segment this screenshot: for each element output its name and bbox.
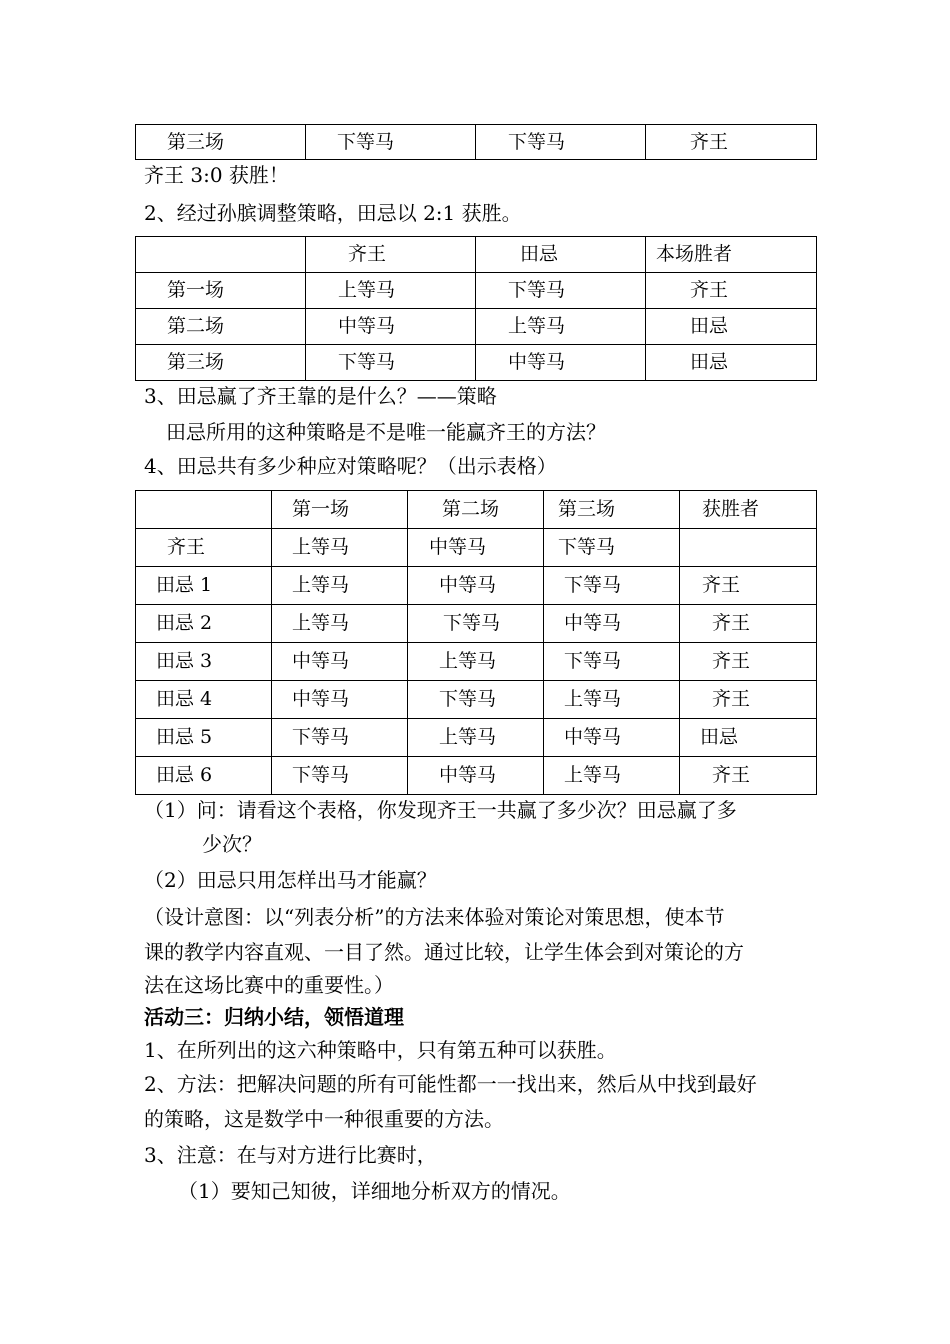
question-1-line-1: （1）问：请看这个表格，你发现齐王一共赢了多少次？田忌赢了多 xyxy=(144,798,737,822)
table-cell: 田忌 xyxy=(646,345,817,381)
table-cell: 上等马 xyxy=(476,309,646,345)
table-header-cell: 第一场 xyxy=(272,491,408,529)
table-cell: 田忌 xyxy=(680,719,817,757)
table-cell xyxy=(136,237,306,273)
table-cell: 齐王 xyxy=(646,273,817,309)
summary-1: 1、在所列出的这六种策略中，只有第五种可以获胜。 xyxy=(144,1038,617,1062)
table-cell: 齐王 xyxy=(680,605,817,643)
table-cell: 中等马 xyxy=(408,529,544,567)
table-cell: 齐王 xyxy=(680,681,817,719)
table-cell: 中等马 xyxy=(272,681,408,719)
table-cell: 第三场 xyxy=(136,345,306,381)
summary-3-point-1: （1）要知己知彼，详细地分析双方的情况。 xyxy=(178,1179,571,1203)
table-cell: 下等马 xyxy=(544,567,680,605)
table-cell: 下等马 xyxy=(408,681,544,719)
table-row xyxy=(136,345,817,381)
table-cell: 齐王 xyxy=(136,529,272,567)
item-2: 2、经过孙膑调整策略，田忌以 2:1 获胜。 xyxy=(144,201,522,225)
table-cell: 下等马 xyxy=(306,125,476,160)
table-cell: 田忌 4 xyxy=(136,681,272,719)
item-4: 4、田忌共有多少种应对策略呢？（出示表格） xyxy=(144,454,557,478)
table-cell xyxy=(680,529,817,567)
table-row xyxy=(136,529,817,567)
summary-2-line-1: 2、方法：把解决问题的所有可能性都一一找出来，然后从中找到最好 xyxy=(144,1072,757,1096)
table-row xyxy=(136,125,817,160)
table-cell: 第一场 xyxy=(136,273,306,309)
table-cell: 下等马 xyxy=(544,643,680,681)
table-header-row xyxy=(136,491,817,529)
item-3: 3、田忌赢了齐王靠的是什么？——策略 xyxy=(144,384,497,408)
table-cell xyxy=(136,491,272,529)
table-cell: 齐王 xyxy=(646,125,817,160)
design-intent-line-3: 法在这场比赛中的重要性。） xyxy=(144,973,394,997)
table-cell: 下等马 xyxy=(306,345,476,381)
table-cell: 下等马 xyxy=(272,757,408,795)
table-row xyxy=(136,273,817,309)
table-row xyxy=(136,643,817,681)
qi-wins-text: 齐王 3:0 获胜！ xyxy=(144,163,289,187)
table-cell: 下等马 xyxy=(476,273,646,309)
summary-3: 3、注意：在与对方进行比赛时， xyxy=(144,1143,437,1167)
table-cell: 下等马 xyxy=(408,605,544,643)
table-cell: 田忌 2 xyxy=(136,605,272,643)
table-cell: 上等马 xyxy=(272,567,408,605)
table-cell: 齐王 xyxy=(680,643,817,681)
item-3-question: 田忌所用的这种策略是不是唯一能赢齐王的方法？ xyxy=(166,420,606,444)
table-header-row xyxy=(136,237,817,273)
table-cell: 田忌 5 xyxy=(136,719,272,757)
table-cell: 第三场 xyxy=(136,125,306,160)
question-2: （2）田忌只用怎样出马才能赢？ xyxy=(144,868,437,892)
table-cell: 田忌 6 xyxy=(136,757,272,795)
table-cell: 下等马 xyxy=(544,529,680,567)
table-cell: 中等马 xyxy=(306,309,476,345)
table-cell: 中等马 xyxy=(408,567,544,605)
table-cell: 上等马 xyxy=(408,643,544,681)
activity-3-heading: 活动三：归纳小结，领悟道理 xyxy=(144,1005,404,1029)
table-cell: 中等马 xyxy=(544,605,680,643)
table-cell: 中等马 xyxy=(476,345,646,381)
table-header-cell: 获胜者 xyxy=(680,491,817,529)
table-cell: 田忌 1 xyxy=(136,567,272,605)
table-cell: 上等马 xyxy=(272,605,408,643)
match-table-qi-wins xyxy=(135,124,817,160)
question-1-line-2: 少次？ xyxy=(202,832,262,856)
table-row xyxy=(136,605,817,643)
table-cell: 上等马 xyxy=(408,719,544,757)
table-cell: 中等马 xyxy=(544,719,680,757)
table-cell: 中等马 xyxy=(408,757,544,795)
table-cell: 下等马 xyxy=(272,719,408,757)
summary-2-line-2: 的策略，这是数学中一种很重要的方法。 xyxy=(144,1107,504,1131)
table-cell: 田忌 xyxy=(646,309,817,345)
table-cell: 齐王 xyxy=(680,567,817,605)
table-cell: 上等马 xyxy=(544,757,680,795)
table-row xyxy=(136,757,817,795)
table-row xyxy=(136,567,817,605)
table-cell: 上等马 xyxy=(272,529,408,567)
table-row xyxy=(136,719,817,757)
table-cell: 中等马 xyxy=(272,643,408,681)
table-row xyxy=(136,309,817,345)
table-row xyxy=(136,681,817,719)
strategy-table xyxy=(135,490,817,795)
table-cell: 田忌 3 xyxy=(136,643,272,681)
table-header-cell: 第二场 xyxy=(408,491,544,529)
table-cell: 上等马 xyxy=(544,681,680,719)
table-header-cell: 本场胜者 xyxy=(646,237,817,273)
design-intent-line-1: （设计意图：以“列表分析”的方法来体验对策论对策思想，使本节 xyxy=(144,905,725,929)
table-cell: 齐王 xyxy=(680,757,817,795)
match-table-tianji-wins xyxy=(135,236,817,381)
table-header-cell: 第三场 xyxy=(544,491,680,529)
table-cell: 下等马 xyxy=(476,125,646,160)
table-cell: 上等马 xyxy=(306,273,476,309)
design-intent-line-2: 课的教学内容直观、一目了然。通过比较，让学生体会到对策论的方 xyxy=(144,940,744,964)
table-header-cell: 田忌 xyxy=(476,237,646,273)
table-cell: 第二场 xyxy=(136,309,306,345)
table-header-cell: 齐王 xyxy=(306,237,476,273)
